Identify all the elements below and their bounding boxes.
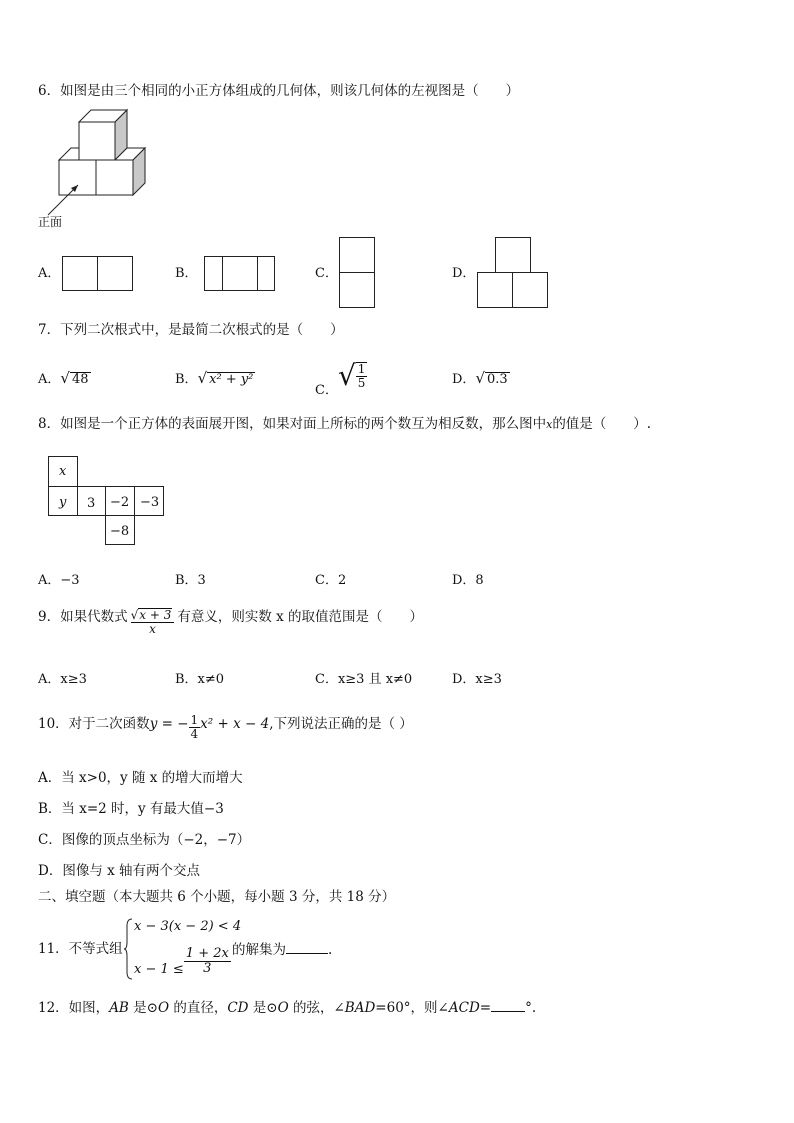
q8-option-c: C．2 [315, 573, 347, 588]
q8-option-d: D．8 [452, 573, 484, 588]
q12-ab: AB [109, 1000, 129, 1016]
q8-stem-pre: 8．如图是一个正方体的表面展开图，如果对面上所标的两个数互为相反数，那么图中 [38, 416, 547, 432]
q11-brace [124, 918, 134, 980]
q9-option-b: B．x≠0 [175, 672, 225, 687]
q6-option-c-figure [339, 237, 376, 309]
q6-stem: 6．如图是由三个相同的小正方体组成的几何体，则该几何体的左视图是（ ） [38, 83, 520, 99]
q10-option-c: C．图像的顶点坐标为（−2，−7） [38, 832, 251, 848]
net-cell-minus2: −2 [110, 495, 130, 510]
q9-stem-post: 有意义，则实数 x 的取值范围是（ ） [177, 609, 424, 626]
q12-acd: ACD [448, 1000, 480, 1016]
q7-option-a: A．√ 48 [38, 369, 89, 387]
q10-option-a: A．当 x>0，y 随 x 的增大而增大 [38, 770, 243, 786]
q9-numerator: x + 3 [139, 608, 172, 622]
q9-option-d: D．x≥3 [452, 672, 502, 687]
q7-option-a-label: A． [38, 372, 61, 387]
front-label: 正面 [38, 215, 63, 229]
q11-end: . [328, 942, 333, 958]
q6-option-c-label: C． [315, 266, 338, 281]
q9-stem: 9．如果代数式 $\frac{√x + 3}{x}$ 有意义，则实数 x 的取值范围是（ ） [38, 608, 424, 636]
q7-option-c: C．√ $\frac{1}{5}$ [315, 359, 366, 398]
q12-stem [38, 1001, 536, 1016]
q8-stem-var: x [546, 418, 553, 431]
q10-stem [38, 714, 413, 740]
net-cell-3: 3 [87, 496, 96, 511]
q6-option-d-label: D． [452, 266, 476, 281]
net-cell-minus3: −3 [140, 495, 160, 510]
q11-stem-post [232, 943, 332, 958]
q10-stem-pre: 10．对于二次函数 [38, 715, 150, 732]
q7-b-radicand: x² + y² [209, 372, 254, 387]
q11-ineq2-num: 1 + 2x [185, 946, 229, 961]
q6-option-d-figure [477, 237, 550, 309]
q12-t8: °. [525, 1000, 537, 1016]
q12-answer-blank [491, 1001, 525, 1012]
q7-option-b-label: B． [175, 372, 198, 387]
q6-option-b-label: B． [175, 266, 198, 281]
q12-t3: 的直径， [169, 1000, 228, 1016]
q11-inequality-2 [134, 947, 231, 975]
q12-o2: O [277, 1000, 289, 1016]
q9-option-c: C．x≥3 且 x≠0 [315, 672, 413, 687]
q9-denominator: x [149, 621, 156, 636]
q8-option-b: B．3 [175, 573, 206, 588]
q6-option-b-figure [204, 256, 276, 292]
q7-d-radicand: 0.3 [487, 372, 508, 387]
q7-c-numerator: 1 [357, 361, 366, 376]
q10-option-b: B．当 x=2 时，y 有最大值−3 [38, 801, 224, 817]
section-heading: 二、填空题（本大题共 6 个小题，每小题 3 分，共 18 分） [38, 889, 396, 905]
q10-frac-den: 4 [190, 726, 199, 741]
q7-stem: 7．下列二次根式中，是最简二次根式的是（ ） [38, 322, 344, 338]
q11-inequality-1: x − 3(x − 2) < 4 [134, 919, 242, 934]
q11-answer-blank [286, 943, 328, 954]
q7-option-c-label: C． [315, 383, 338, 398]
q11-ineq2-left: x − 1 ≤ [134, 961, 184, 977]
q6-option-a-label: A． [38, 266, 61, 281]
q6-option-a-figure [62, 256, 134, 292]
q10-stem-post: ,下列说法正确的是（ ） [269, 715, 413, 732]
q7-option-d-label: D． [452, 372, 476, 387]
q12-cd: CD [227, 1000, 249, 1016]
q7-c-denominator: 5 [357, 375, 366, 390]
q7-a-radicand: 48 [71, 372, 89, 387]
q12-t2: 是⊙ [128, 1000, 158, 1016]
q11-ineq2-den: 3 [203, 960, 212, 976]
q12-t1: 12．如图， [38, 1000, 110, 1016]
q9-option-a: A．x≥3 [38, 672, 87, 687]
q11-stem-pre: 11．不等式组 [38, 941, 123, 957]
q10-option-d: D．图像与 x 轴有两个交点 [38, 863, 201, 879]
q10-func-left: y = − [149, 715, 189, 732]
q9-stem-pre: 9．如果代数式 [38, 609, 128, 626]
q8-stem-post: 的值是（ ）. [552, 416, 652, 432]
q12-t7: = [479, 1000, 492, 1016]
q12-bad: BAD [344, 1000, 376, 1016]
q12-t6: =60°，则∠ [375, 1000, 449, 1016]
net-cell-x: x [59, 464, 67, 479]
q8-stem [38, 418, 651, 432]
q7-option-b: B．√ x² + y² [175, 369, 254, 387]
q10-frac-num: 1 [190, 713, 199, 727]
q10-func-right: x² + x − 4 [200, 715, 270, 732]
q12-t5: 的弦，∠ [288, 1000, 345, 1016]
q12-t4: 是⊙ [248, 1000, 278, 1016]
net-cell-y: y [59, 495, 67, 510]
q12-o1: O [157, 1000, 170, 1016]
q11-stem-post-text: 的解集为 [232, 942, 286, 958]
q7-option-d: D．√ 0.3 [452, 369, 508, 387]
q8-option-a: A．−3 [38, 573, 80, 588]
net-cell-minus8: −8 [110, 524, 130, 539]
